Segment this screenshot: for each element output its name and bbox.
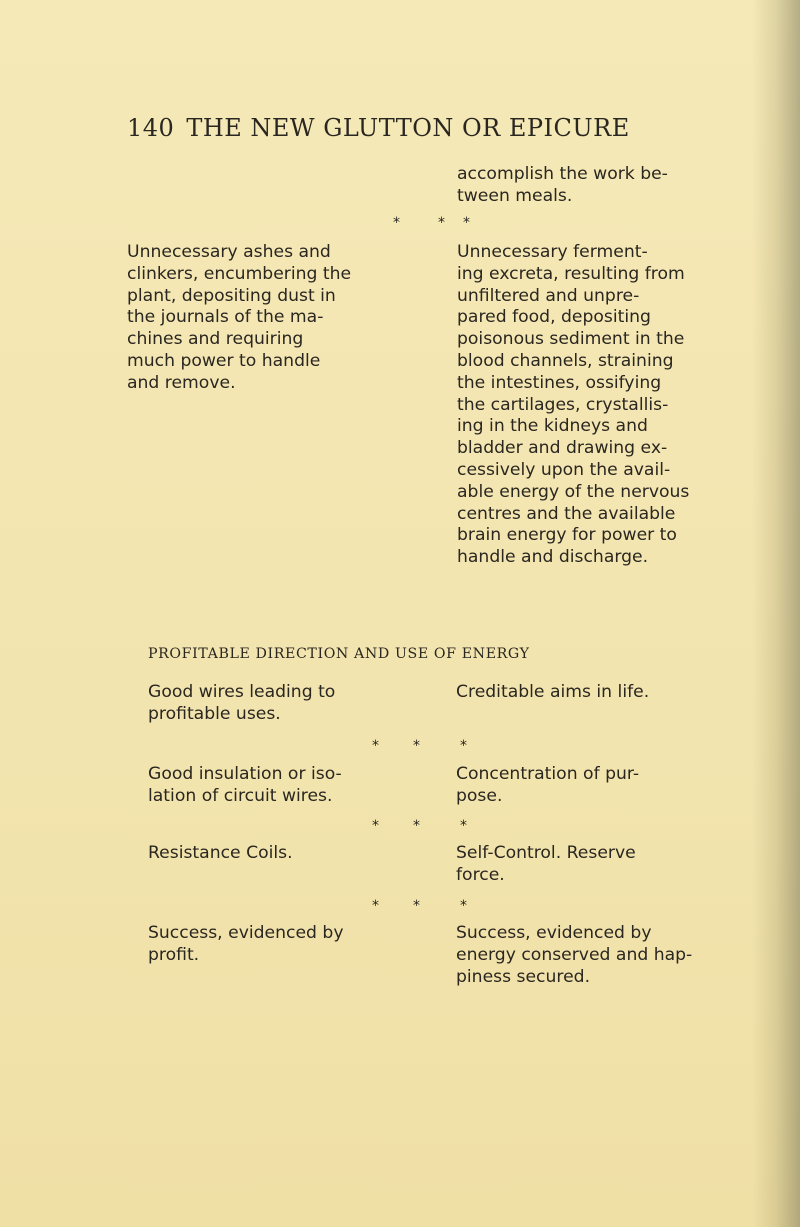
text-line: Self-Control. Reserve <box>456 843 636 863</box>
text-line: plant, depositing dust in <box>127 285 336 306</box>
text-line: centres and the available <box>457 503 676 524</box>
text-line: lation of circuit wires. <box>148 785 333 806</box>
running-title: THE NEW GLUTTON OR EPICURE <box>186 114 630 142</box>
page-header <box>127 114 630 142</box>
text-line: Concentration of pur- <box>456 764 640 784</box>
text-line: Good wires leading to <box>148 682 336 702</box>
page-number: 140 <box>127 114 175 142</box>
text-line: unfiltered and unpre- <box>457 285 640 306</box>
text-line: energy conserved and hap- <box>456 944 693 965</box>
pair-1-left <box>148 682 335 726</box>
text-line: accomplish the work be- <box>457 164 668 184</box>
text-line: pose. <box>456 785 503 806</box>
pair-2-right <box>456 764 639 808</box>
text-line: Success, evidenced by <box>456 923 652 943</box>
text-line: clinkers, encumbering the <box>127 263 352 284</box>
text-line: profit. <box>148 944 200 965</box>
asterisk-mark: * <box>413 738 420 754</box>
text-line: Success, evidenced by <box>148 923 344 943</box>
text-line: chines and requiring <box>127 329 304 350</box>
text-line: Good insulation or iso- <box>148 764 342 784</box>
text-line: force. <box>456 864 505 885</box>
text-line: Unnecessary ferment- <box>457 242 648 262</box>
text-line: able energy of the nervous <box>457 481 690 502</box>
text-line: cessively upon the avail- <box>457 459 671 480</box>
pair-1-right <box>456 682 649 704</box>
asterisk-mark: * <box>460 738 467 754</box>
text-line: the intestines, ossifying <box>457 372 662 393</box>
text-line: bladder and drawing ex- <box>457 438 668 459</box>
text-line: tween meals. <box>457 185 573 206</box>
text-line: ing excreta, resulting from <box>457 263 685 284</box>
text-line: handle and discharge. <box>457 547 649 568</box>
text-line: the cartilages, crystallis- <box>457 394 669 415</box>
asterisk-mark: * <box>372 818 379 834</box>
asterisk-mark: * <box>460 818 467 834</box>
pair-3-left <box>148 843 293 865</box>
text-line: piness secured. <box>456 966 591 987</box>
asterisk-mark: * <box>463 215 470 231</box>
text-line: ing in the kidneys and <box>457 416 648 437</box>
comparison-left-column <box>127 242 351 395</box>
text-line: profitable uses. <box>148 703 281 724</box>
text-line: Creditable aims in life. <box>456 682 650 702</box>
asterisk-mark: * <box>393 215 400 231</box>
text-line: much power to handle <box>127 350 321 371</box>
comparison-right-column <box>457 242 689 569</box>
intro-right-text <box>457 164 668 208</box>
text-line: and remove. <box>127 372 236 393</box>
asterisk-mark: * <box>438 215 445 231</box>
asterisk-mark: * <box>460 898 467 914</box>
asterisk-mark: * <box>372 738 379 754</box>
pair-3-right <box>456 843 636 887</box>
section-title: PROFITABLE DIRECTION AND USE OF ENERGY <box>148 646 530 662</box>
text-line: poisonous sediment in the <box>457 329 685 350</box>
text-line: Resistance Coils. <box>148 843 293 863</box>
text-line: brain energy for power to <box>457 525 677 546</box>
asterisk-mark: * <box>413 898 420 914</box>
text-line: blood channels, straining <box>457 350 674 371</box>
text-line: pared food, depositing <box>457 307 651 328</box>
text-line: Unnecessary ashes and <box>127 242 331 262</box>
asterisk-mark: * <box>372 898 379 914</box>
pair-4-left <box>148 923 344 967</box>
pair-2-left <box>148 764 342 808</box>
pair-4-right <box>456 923 692 988</box>
text-line: the journals of the ma- <box>127 307 324 328</box>
asterisk-mark: * <box>413 818 420 834</box>
